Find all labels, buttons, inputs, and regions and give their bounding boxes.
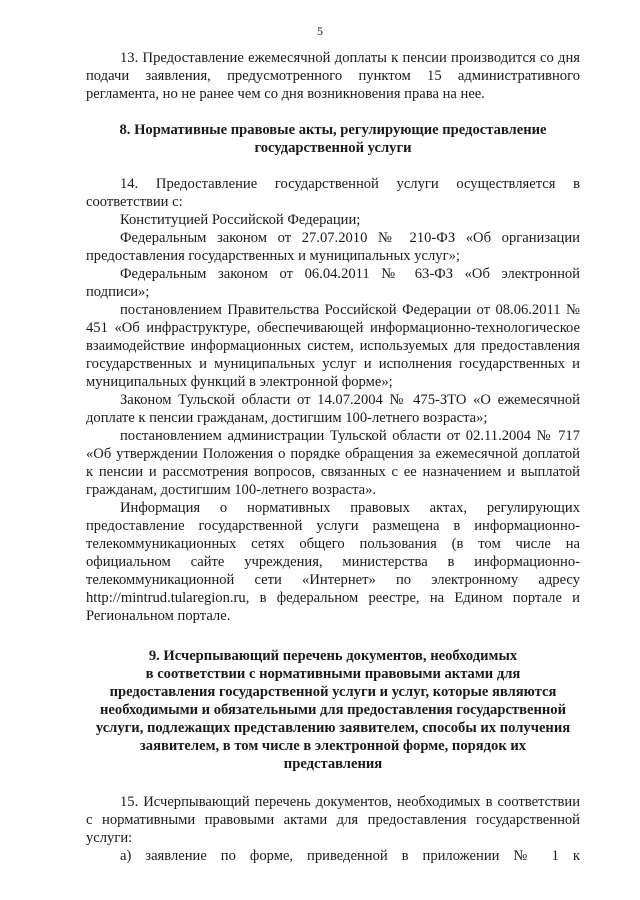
section-9-heading-line-5: услуги, подлежащих представлению заявителем, способы их получения [95,720,571,736]
paragraph-14-item-law-475: Законом Тульской области от 14.07.2004 № 475-ЗТО «О ежемесячной доплате к пенсии гражданам, достигшим 100-летнего возраста»; [86,392,580,426]
page-content [86,49,580,865]
section-8-heading-line-1: 8. Нормативные правовые акты, регулирующие предоставление [119,122,547,138]
page-number: 5 [317,24,323,38]
paragraph-15-item-a: а) заявление по форме, приведенной в приложении № 1 к [120,848,580,864]
paragraph-14-item-decree-451: постановлением Правительства Российской Федерации от 08.06.2011 № 451 «Об инфраструктуре, обеспечивающей информационно-технологическое взаимодействие информационных систем, используемых для предоставления государственных и муниципальных услуг и исполнения государственных и муниципальных функций в электронной форме»; [86,302,580,390]
section-9-heading-line-6: заявителем, в том числе в электронной форме, порядок их [139,738,527,754]
spacer [86,625,580,647]
spacer [86,103,580,121]
section-9-heading-line-3: предоставления государственной услуги и услуг, которые являются [109,684,557,700]
paragraph-14-item-constitution: Конституцией Российской Федерации; [120,212,361,228]
section-8-heading [86,121,580,157]
section-9-heading [86,647,580,773]
paragraph-14-item-law-63: Федеральным законом от 06.04.2011 № 63-ФЗ «Об электронной подписи»; [86,266,580,300]
section-9-heading-line-1: 9. Исчерпывающий перечень документов, необходимых [148,648,518,664]
section-9-heading-line-2: в соответствии с нормативными правовыми актами для [145,666,521,682]
paragraph-14-intro: 14. Предоставление государственной услуги осуществляется в соответствии с: [86,176,580,210]
paragraph-14-item-decree-717: постановлением администрации Тульской области от 02.11.2004 № 717 «Об утверждении Положения о порядке обращения за ежемесячной доплатой к пенсии и рассмотрения вопросов, связанных с ее назначением и выплатой гражданам, достигшим 100-летнего возраста». [86,428,580,498]
paragraph-15-intro: 15. Исчерпывающий перечень документов, необходимых в соответствии с нормативными правовыми актами для предоставления государственной услуги: [86,794,580,846]
paragraph-14-item-law-210: Федеральным законом от 27.07.2010 № 210-ФЗ «Об организации предоставления государственных и муниципальных услуг»; [86,230,580,264]
section-9-heading-line-4: необходимыми и обязательными для предоставления государственной [100,702,566,718]
section-8-heading-line-2: государственной услуги [254,140,412,156]
spacer [86,773,580,793]
paragraph-14-information: Информация о нормативных правовых актах, регулирующих предоставление государственной услуги размещена в информационно-телекоммуникационных сетях общего пользования (в том числе на официальном сайте учреждения, министерства в информационно-телекоммуникационной сети «Интернет» по электронному адресу http://mintrud.tularegion.ru, в федеральном реестре, на Едином портале и Региональном портале. [86,500,580,624]
section-9-heading-line-7: представления [283,756,383,772]
spacer [86,157,580,175]
paragraph-13: 13. Предоставление ежемесячной доплаты к пенсии производится со дня подачи заявления, предусмотренного пунктом 15 административного регламента, но не ранее чем со дня возникновения права на нее. [86,50,580,102]
